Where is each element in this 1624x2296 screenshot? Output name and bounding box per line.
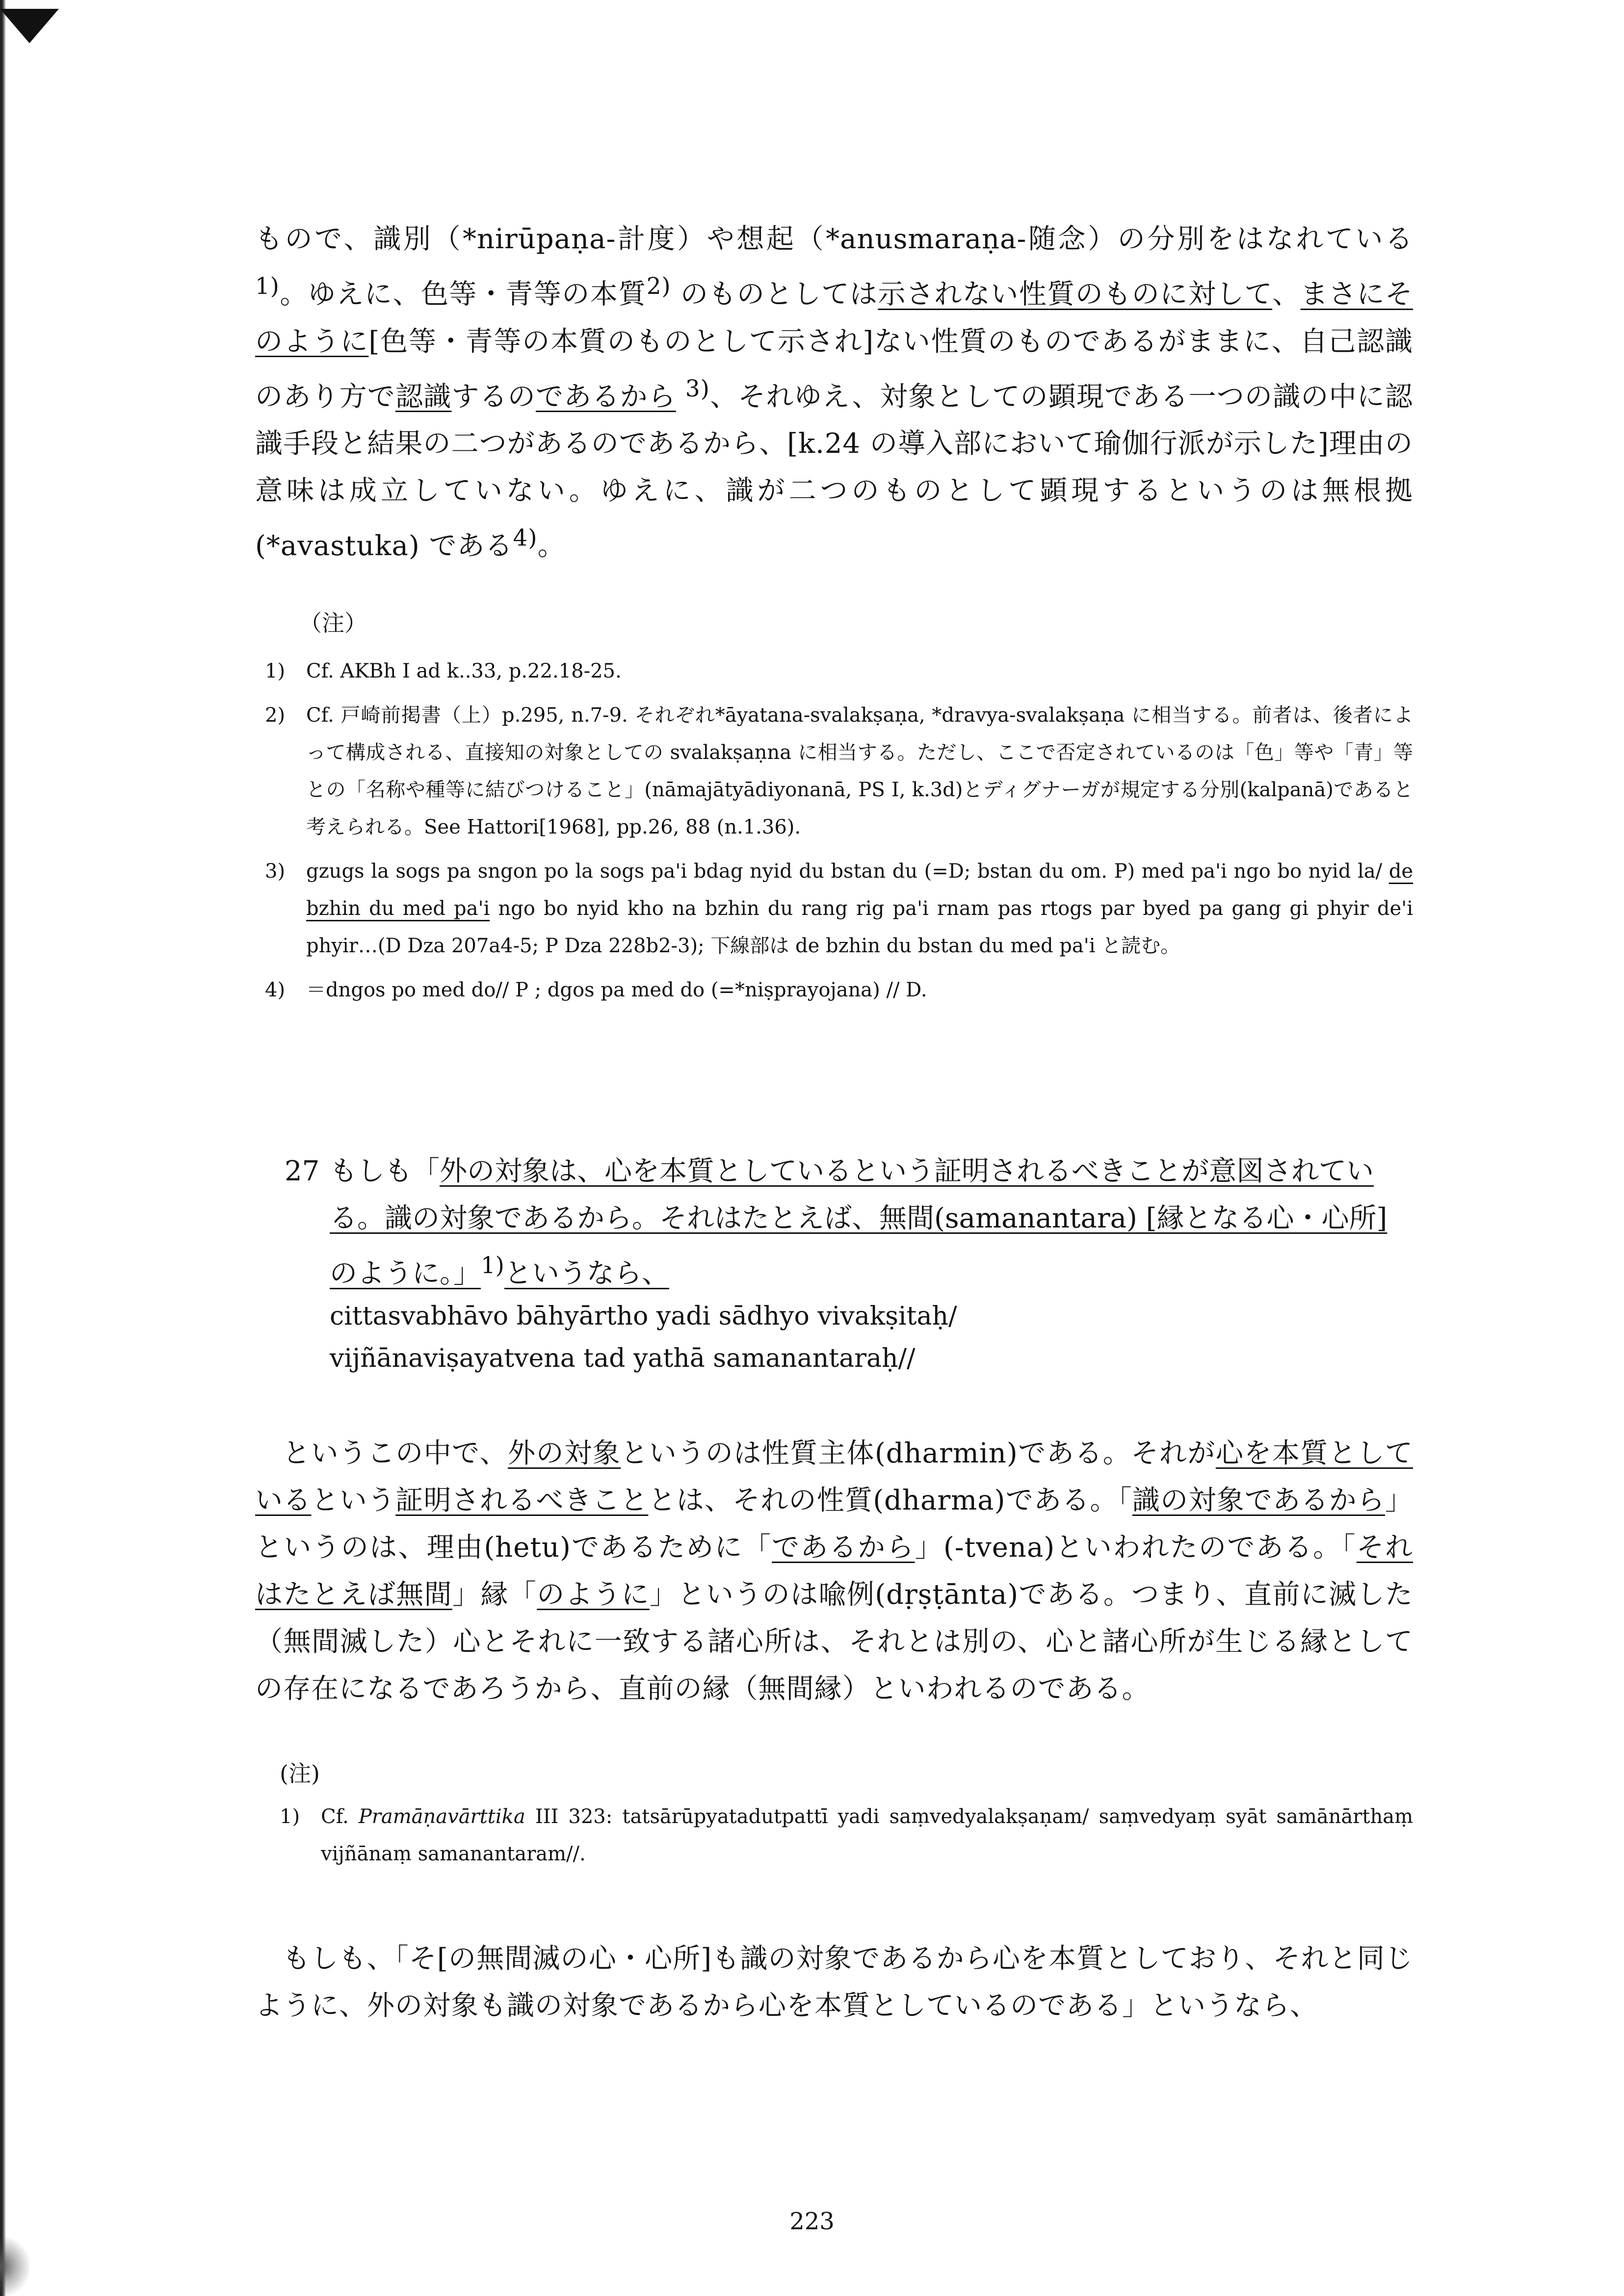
text-segment: Cf. (321, 1805, 359, 1828)
underlined-phrase: 示されない性質のものに対して (878, 278, 1273, 311)
underlined-phrase: 心を本質としている (255, 1437, 1414, 1516)
underlined-phrase: それはたとえば無間 (255, 1532, 1413, 1611)
note-item (265, 652, 1413, 690)
paragraph-3: もしも、「そ[の無間滅の心・心所]も識の対象であるから心を本質としており、それと同じように、外の対象も識の対象であるから心を本質としているのである」というなら、 (255, 1943, 1413, 2022)
verse-27 (285, 1148, 1413, 1298)
text-segment: 」というのは喩例(dṛṣṭānta)である。つまり、直前に滅した（無間滅した）心とそれに一致する諸心所は、それとは別の、心と諸心所が生じる縁としての存在になるであろうから、直前の縁（無間縁）といわれるのである。 (255, 1579, 1414, 1705)
note-text: Cf. AKBh I ad k..33, p.22.18-25. (306, 660, 622, 682)
text-segment: 。ゆえに、色等・青等の本質 (279, 278, 647, 311)
corner-mark-icon (0, 9, 59, 43)
text-segment: もので、識別（*nirūpaṇa-計度）や想起（*anusmaraṇa-随念）の分別をはなれている (255, 223, 1413, 255)
notes-1 (265, 652, 1413, 1009)
text-segment: 」(-tvena)といわれたのである。「 (915, 1532, 1357, 1564)
note-ref: 2) (646, 273, 671, 300)
note-text: ＝dngos po med do// P ; dgos pa med do (=*niṣprayojana) // D. (306, 979, 927, 1001)
note-ref: 1) (481, 1252, 504, 1279)
text-segment: という (311, 1485, 396, 1516)
text-segment: のものとしては (671, 278, 878, 311)
verse-text (330, 1148, 1413, 1298)
text-segment: もしも「 (330, 1155, 440, 1187)
note-item (265, 971, 1413, 1009)
text-segment: 、それゆえ、対象としての顕現である一つの識の中に認識手段と結果の二つがあるのであるから、[k.24 の導入部において瑜伽行派が示した]理由の意味は成立していない。ゆえに、識が二つのものとして顕現するというのは無根拠(*avastuka) である (255, 381, 1414, 562)
note-text (321, 1798, 1413, 1873)
underlined-phrase: 識の対象であるから (1132, 1485, 1386, 1516)
note-text: Cf. 戸崎前掲書（上）p.295, n.7-9. それぞれ*āyatana-svalakṣaṇa, *dravya-svalakṣaṇa に相当する。前者は、後者によって構成される、直接知の対象としての svalakṣaṇna に相当する。ただし、ここで否定されているのは「色」等や「青」等との「名称や種等に結びつけること」(nāmajātyādiyonanā, PS I, k.3d)とディグナーガが規定する分別(kalpanā)であると考えられる。See Hattori[1968], pp.26, 88 (n.1.36). (306, 704, 1413, 838)
text-segment: というのは性質主体(dharmin)である。それが (621, 1437, 1216, 1469)
note-text (306, 853, 1413, 965)
underlined-phrase: というなら、 (504, 1257, 669, 1290)
underlined-phrase: まさにそのように (255, 278, 1414, 358)
note-number: 4) (265, 979, 286, 1001)
underlined-phrase: 証明されるべきこと (395, 1485, 649, 1516)
scan-edge (0, 0, 6, 2296)
sanskrit-line-1: cittasvabhāvo bāhyārtho yadi sādhyo vivakṣitaḥ/ (330, 1302, 957, 1331)
note-number: 2) (265, 704, 286, 727)
note-number: 1) (280, 1805, 300, 1828)
text-segment: III 323: tatsārūpyatadutpattī yadi saṃvedyalakṣaṇam/ saṃvedyaṃ syāt samānārthaṃ vijñānaṃ samanantaram//. (321, 1805, 1413, 1865)
underlined-phrase: 外の対象 (508, 1437, 621, 1469)
text-segment: するの (451, 381, 536, 413)
text-segment: 。 (537, 530, 566, 562)
paragraph-2 (255, 1430, 1413, 1713)
text-segment: というこの中で、 (283, 1437, 508, 1469)
note-ref: 4) (513, 525, 538, 552)
scan-smudge (0, 2237, 29, 2296)
note-ref: 1) (255, 273, 280, 300)
underlined-phrase: のように (537, 1579, 650, 1611)
underlined-phrase: de bzhin du med pa'i (306, 860, 1413, 920)
note-item (265, 697, 1413, 846)
underlined-phrase: 認識 (395, 381, 452, 413)
note-item (280, 1798, 1413, 1873)
text-segment: 」縁「 (452, 1579, 537, 1611)
sanskrit-line-2: vijñānaviṣayatvena tad yathā samanantaraḥ// (330, 1344, 916, 1373)
text-segment: 、 (1272, 278, 1301, 311)
verse-number: 27 (285, 1155, 320, 1187)
paragraph-1 (255, 216, 1413, 570)
text-segment: gzugs la sogs pa sngon po la sogs pa'i bdag nyid du bstan du (=D; bstan du om. P) med pa'i ngo bo nyid la/ (306, 860, 1389, 883)
note-number: 1) (265, 660, 286, 682)
note-number: 3) (265, 860, 286, 883)
work-title: Pramāṇavārttika (358, 1805, 525, 1828)
text-segment: 」というのは、理由(hetu)であるために「 (255, 1485, 1414, 1564)
page-number: 223 (789, 2208, 835, 2235)
notes-label: (注) (280, 1760, 320, 1787)
note-ref: 3) (685, 375, 710, 402)
underlined-phrase: 外の対象は、心を本質としているという証明されるべきことが意図されている。識の対象であるから。それはたとえば、無間(samanantara) [縁となる心・心所]のように。」 (330, 1155, 1388, 1290)
text-segment: [色等・青等の本質のものとして示され]ない性質のものであるがままに、自己認識のあり方で (255, 325, 1414, 413)
underlined-phrase: であるから (772, 1532, 915, 1564)
notes-label: （注） (299, 610, 367, 636)
underlined-phrase: であるから (535, 381, 676, 413)
note-item (265, 853, 1413, 965)
text-segment (676, 381, 685, 413)
text-segment: ngo bo nyid kho na bzhin du rang rig pa'i rnam pas rtogs par byed pa gang gi phyir de'i phyir…(D Dza 207a4-5; P Dza 228b2-3); 下線部は de bzhin du bstan du med pa'i と読む。 (306, 897, 1413, 957)
text-segment: とは、それの性質(dharma)である。「 (648, 1485, 1132, 1516)
